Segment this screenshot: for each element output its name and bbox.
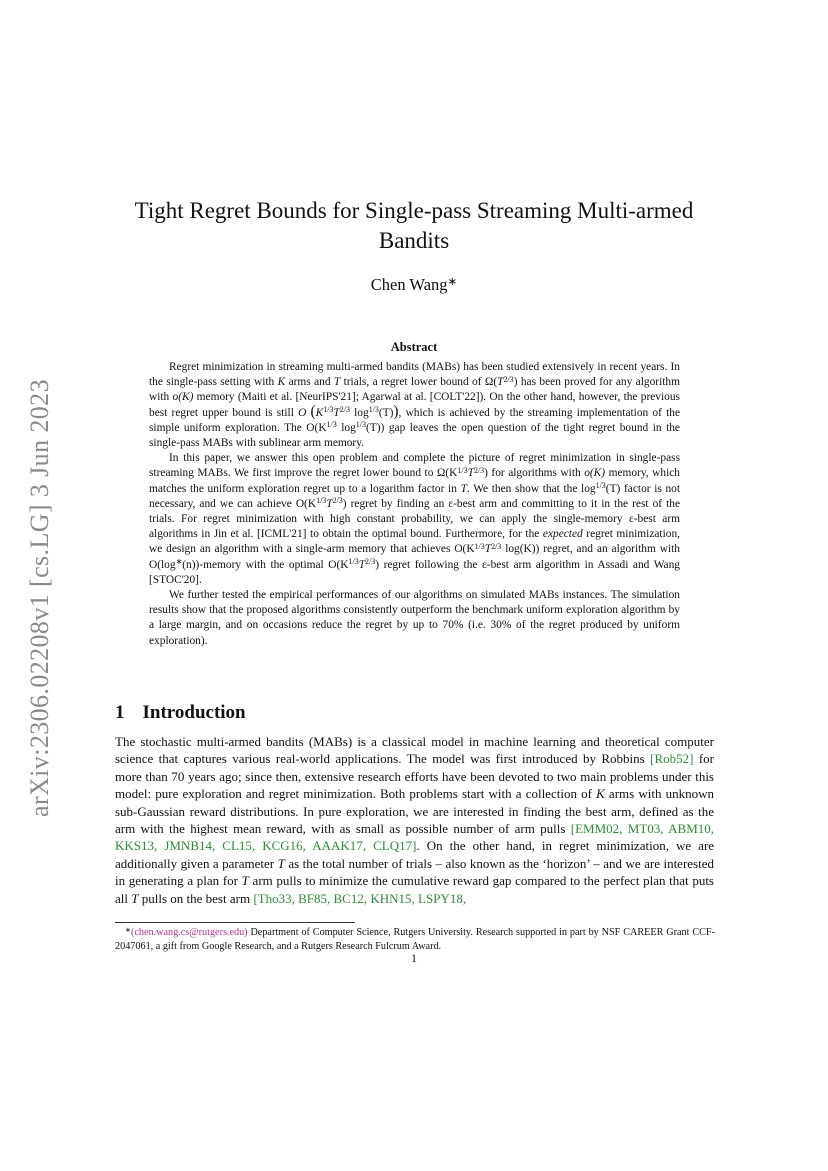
citation-link[interactable]: CLQ17: [373, 838, 413, 854]
footnote-marker: ∗: [125, 925, 131, 934]
citation-link[interactable]: LSPY18: [418, 890, 463, 906]
section-number: 1: [115, 702, 125, 723]
arxiv-identifier-stamp[interactable]: arXiv:2306.02208v1 [cs.LG] 3 Jun 2023: [25, 379, 54, 817]
citation-link[interactable]: BF85: [298, 890, 328, 906]
abstract-paragraph-3: We further tested the empirical performances of our algorithms on simulated MABs instances. The simulation results show that the proposed algorithms consistently outperform the benchmark uniform exploration algorithm by a large margin, and on occasions reduce the regret by up to 70% (i.e. 30% of the regret produced by uniform exploration).: [149, 589, 680, 647]
citation-link[interactable]: KHN15: [370, 890, 412, 906]
author-footnote: [115, 926, 715, 954]
citation-link[interactable]: EMM02: [575, 821, 620, 837]
citation-link[interactable]: ABM10: [668, 821, 711, 837]
page-number: 1: [411, 951, 417, 965]
citation-link[interactable]: MT03: [627, 821, 661, 837]
abstract-body: [149, 360, 680, 649]
citation-link[interactable]: AAAK17: [312, 838, 363, 854]
abstract-paragraph-1: Regret minimization in streaming multi-armed bandits (MABs) has been studied extensively in recent years. In the single-pass setting with K arms and T trials, a regret lower bound of $\Omega(T^{2/3})$ has been proved for any algorithm with o(K) memory (Maiti et al. [NeurIPS'21]; Agarwal at al. [COLT'22]). On the other hand, however, the previous best regret upper bound is still O ($K^{1/3}T^{2/3}$ $\log^{1/3}(T)$), which is achieved by the streaming implementation of the simple uniform exploration. The $O(K^{1/3}$ $\log^{1/3}(T)$) gap leaves the open question of the tight regret bound in the single-pass MABs with sublinear arm memory.: [149, 361, 680, 450]
intro-paragraph: The stochastic multi-armed bandits (MABs) is a classical model in machine learning and theoretical computer science that captures various real-world applications. The model was first introduced by Robbins [Rob52] for more than 70 years ago; since then, extensive research efforts have been devoted to two main problems under this model: pure exploration and regret minimization. Both problems start with a collection of K arms with unknown sub-Gaussian reward distributions. In pure exploration, we are interested in finding the best arm, defined as the arm with the highest mean reward, with as small as possible number of arm pulls [EMM02, MT03, ABM10, KKS13, JMNB14, CL15, KCG16, AAAK17, CLQ17]. On the other hand, in regret minimization, we are additionally given a parameter T as the total number of trials – also known as the ‘horizon’ – and we are interested in generating a plan for T arm pulls to minimize the cumulative reward gap compared to the perfect plan that puts all T pulls on the best arm [Tho33, BF85, BC12, KHN15, LSPY18,: [115, 734, 715, 906]
citation-link[interactable]: KCG16: [262, 838, 303, 854]
abstract-heading: Abstract: [390, 340, 438, 354]
section-heading-introduction: [115, 702, 715, 724]
author-email-link[interactable]: (chen.wang.cs@rutgers.edu): [130, 927, 248, 938]
citation-link[interactable]: JMNB14: [164, 838, 212, 854]
citation-link[interactable]: KKS13: [115, 838, 155, 854]
author-name: Chen Wang: [370, 275, 448, 294]
citation-link[interactable]: Rob52: [654, 751, 690, 767]
author-line: [110, 275, 718, 295]
introduction-body: [115, 733, 714, 907]
author-footnote-marker[interactable]: ∗: [447, 275, 458, 288]
citation-link[interactable]: CL15: [222, 838, 252, 854]
citation-link[interactable]: Tho33: [257, 890, 292, 906]
section-title: Introduction: [142, 702, 246, 723]
abstract-paragraph-2: In this paper, we answer this open problem and complete the picture of regret minimization in single-pass streaming MABs. We first improve the regret lower bound to $\Omega(K^{1/3}T^{2/3})$ for algorithms with o(K) memory, which matches the uniform exploration regret up to a logarithm factor in T. We then show that the $\log^{1/3}(T)$ factor is not necessary, and we can achieve $O(K^{1/3}T^{2/3})$ regret by finding an ε-best arm and committing to it in the rest of the trials. For regret minimization with high constant probability, we can apply the single-memory ε-best arm algorithms in Jin et al. [ICML'21] to obtain the optimal bound. Furthermore, for the expected regret minimization, we design an algorithm with a single-arm memory that achieves $O(K^{1/3}T^{2/3}$ log(K)) regret, and an algorithm with O(log∗(n))-memory with the optimal $O(K^{1/3}T^{2/3})$ regret following the ε-best arm algorithm in Assadi and Wang [STOC'20].: [149, 452, 681, 586]
footnote-text: ∗(chen.wang.cs@rutgers.edu) Department of Computer Science, Rutgers University. Research supported in part by NSF CAREER Grant CCF-2047061, a gift from Google Research, and a Rutgers Research Fulcrum Award.: [115, 925, 715, 952]
paper-title: Tight Regret Bounds for Single-pass Streaming Multi-armed Bandits: [134, 198, 694, 253]
citation-link[interactable]: BC12: [333, 890, 364, 906]
footnote-divider: [115, 922, 355, 923]
